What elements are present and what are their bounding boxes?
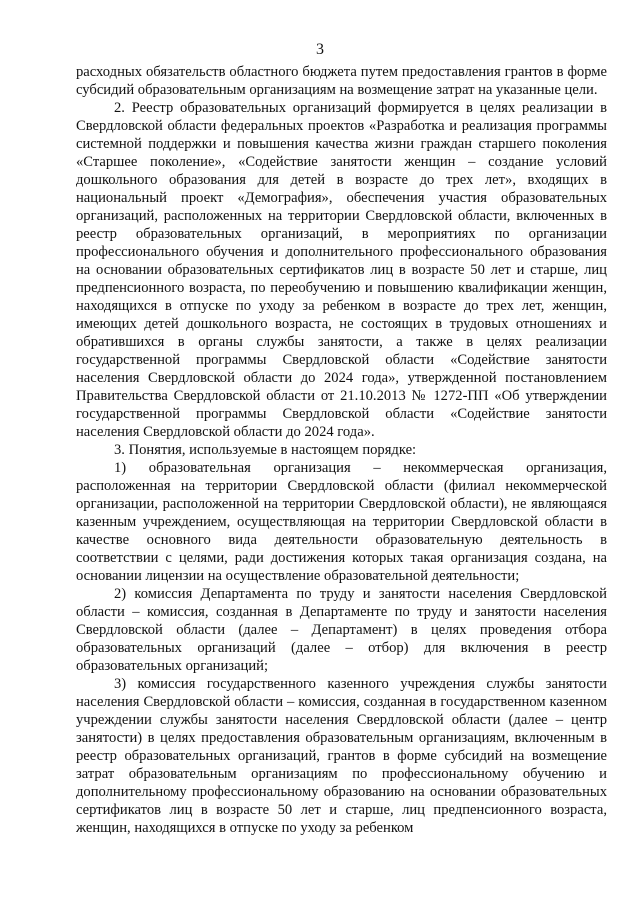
paragraph-3-2-department-commission: 2) комиссия Департамента по труду и занятости населения Свердловской области – комиссия, созданная в Департаменте по труду и занятости населения Свердловской области (далее – Департамент) в целях проведения отбора образовательных организаций (далее – отбор) для включения в реестр образовательных организаций; <box>76 586 607 674</box>
paragraph-3-1-educational-organization: 1) образовательная организация – некоммерческая организация, расположенная на территории Свердловской области (филиал некоммерческой организации, расположенной на территории Свердловской области), не являющаяся казенным учреждением, осуществляющая на территории Свердловской области в качестве основного вида деятельности образовательную деятельность в соответствии с целями, ради достижения которых такая организация создана, на основании лицензии на осуществление образовательной деятельности; <box>76 460 607 584</box>
page-number: 3 <box>316 41 324 58</box>
paragraph-carryover: расходных обязательств областного бюджета путем предоставления грантов в форме субсидий образовательным организациям на возмещение затрат на указанные цели. <box>76 64 607 98</box>
paragraph-3-3-employment-center-commission: 3) комиссия государственного казенного учреждения службы занятости населения Свердловской области – комиссия, созданная в государственном казенном учреждении службы занятости населения Свердловской области (далее – центр занятости) в целях предоставления образовательным организациям, включенным в реестр образовательных организаций, грантов в форме субсидий на возмещение затрат образовательным организациям по профессиональному обучению и дополнительному профессиональному образованию на основании образовательных сертификатов лиц в возрасте 50 лет и старше, лиц предпенсионного возраста, женщин, находящихся в отпуске по уходу за ребенком <box>76 676 607 836</box>
paragraph-3-definitions-intro: 3. Понятия, используемые в настоящем порядке: <box>114 442 417 458</box>
paragraph-2-registry-purpose: 2. Реестр образовательных организаций формируется в целях реализации в Свердловской области федеральных проектов «Разработка и реализация программы системной поддержки и повышения качества жизни граждан старшего поколения «Старшее поколение», «Содействие занятости женщин – создание условий дошкольного образования для детей в возрасте до трех лет», входящих в национальный проект «Демография», обеспечения участия образовательных организаций, расположенных на территории Свердловской области, включенных в реестр образовательных организаций, в мероприятиях по организации профессионального обучения и дополнительного профессионального образования на основании образовательных сертификатов лиц в возрасте 50 лет и старше, лиц предпенсионного возраста, по переобучению и повышению квалификации женщин, находящихся в отпуске по уходу за ребенком в возрасте до трех лет, женщин, имеющих детей дошкольного возраста, не состоящих в трудовых отношениях и обратившихся в органы службы занятости, а также в целях реализации государственной программы Свердловской области «Содействие занятости населения Свердловской области до 2024 года», утвержденной постановлением Правительства Свердловской области от 21.10.2013 № 1272-ПП «Об утверждении государственной программы Свердловской области «Содействие занятости населения Свердловской области до 2024 года». <box>76 100 607 440</box>
document-body <box>76 63 607 837</box>
